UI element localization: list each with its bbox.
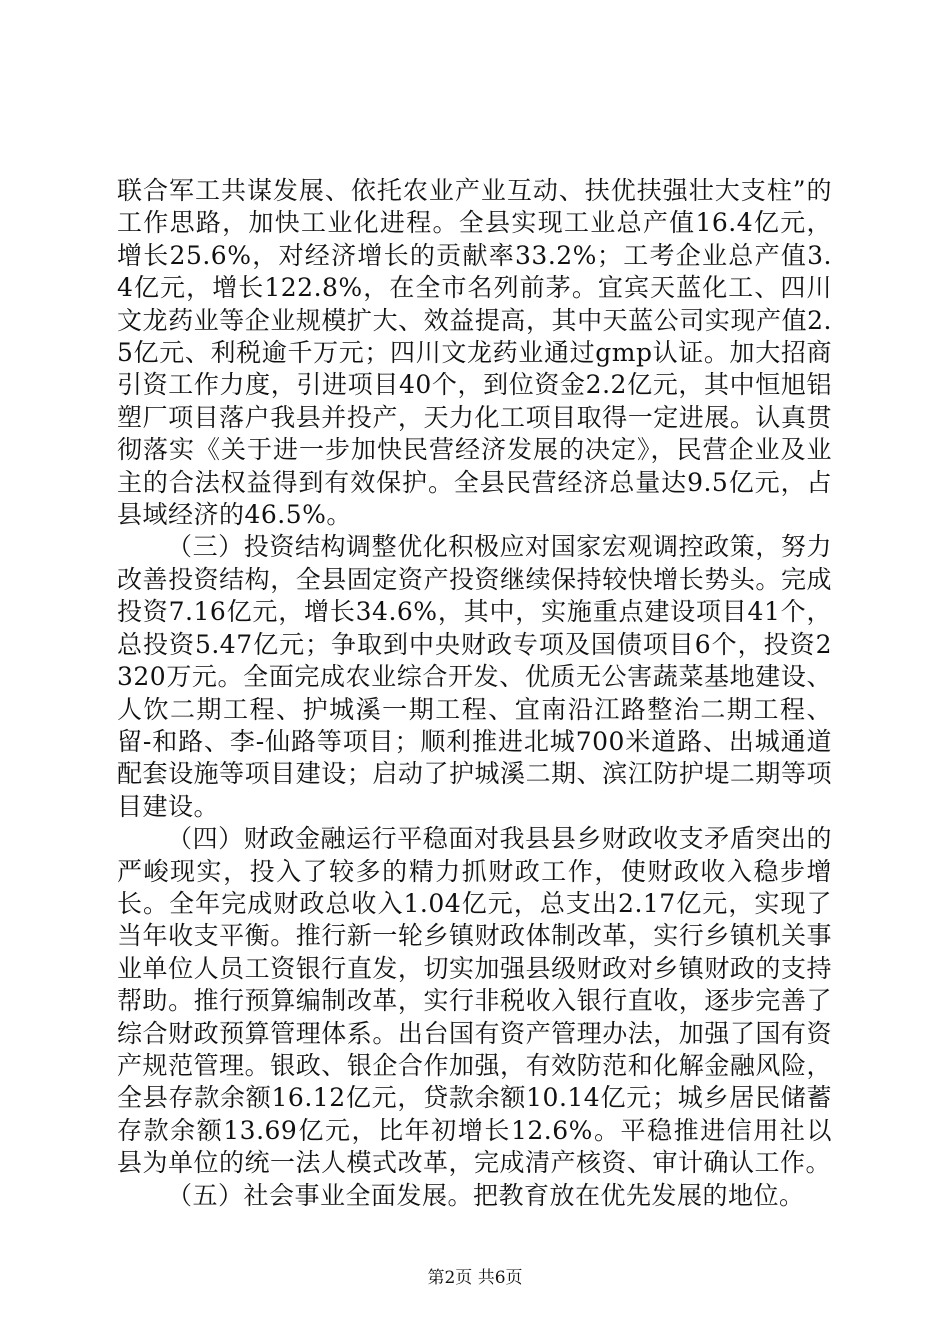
paragraph-finance: （四）财政金融运行平稳面对我县县乡财政收支矛盾突出的严峻现实，投入了较多的精力抓财政工作，使财政收入稳步增长。全年完成财政总收入1.04亿元，总支出2.17亿元，实现了当年收支平衡。推行新一轮乡镇财政体制改革，实行乡镇机关事业单位人员工资银行直发，切实加强县级财政对乡镇财政的支持帮助。推行预算编制改革，实行非税收入银行直收，逐步完善了综合财政预算管理体系。出台国有资产管理办法，加强了国有资产规范管理。银政、银企合作加强，有效防范和化解金融风险，全县存款余额16.12亿元，贷款余额10.14亿元；城乡居民储蓄存款余额13.69亿元，比年初增长12.6%。平稳推进信用社以县为单位的统一法人模式改革，完成清产核资、审计确认工作。	[117, 824, 832, 1178]
paragraph-industry: 联合军工共谋发展、依托农业产业互动、扶优扶强壮大支柱”的工作思路，加快工业化进程。全县实现工业总产值16.4亿元，增长25.6%，对经济增长的贡献率33.2%；工考企业总产值3.4亿元，增长122.8%，在全市名列前茅。宜宾天蓝化工、四川文龙药业等企业规模扩大、效益提高，其中天蓝公司实现产值2.5亿元、利税逾千万元；四川文龙药业通过gmp认证。加大招商引资工作力度，引进项目40个，到位资金2.2亿元，其中恒旭铝塑厂项目落户我县并投产，天力化工项目取得一定进展。认真贯彻落实《关于进一步加快民营经济发展的决定》，民营企业及业主的合法权益得到有效保护。全县民营经济总量达9.5亿元，占县域经济的46.5%。	[117, 176, 832, 530]
page-footer: 第2页 共6页	[427, 1268, 523, 1288]
document-body	[117, 175, 832, 1212]
paragraph-investment: （三）投资结构调整优化积极应对国家宏观调控政策，努力改善投资结构，全县固定资产投资继续保持较快增长势头。完成投资7.16亿元，增长34.6%，其中，实施重点建设项目41个，总投资5.47亿元；争取到中央财政专项及国债项目6个，投资2320万元。全面完成农业综合开发、优质无公害蔬菜基地建设、人饮二期工程、护城溪一期工程、宜南沿江路整治二期工程、留-和路、李-仙路等项目；顺利推进北城700米道路、出城通道配套设施等项目建设；启动了护城溪二期、滨江防护堤二期等项目建设。	[117, 532, 832, 821]
paragraph-social: （五）社会事业全面发展。把教育放在优先发展的地位。	[167, 1180, 805, 1210]
